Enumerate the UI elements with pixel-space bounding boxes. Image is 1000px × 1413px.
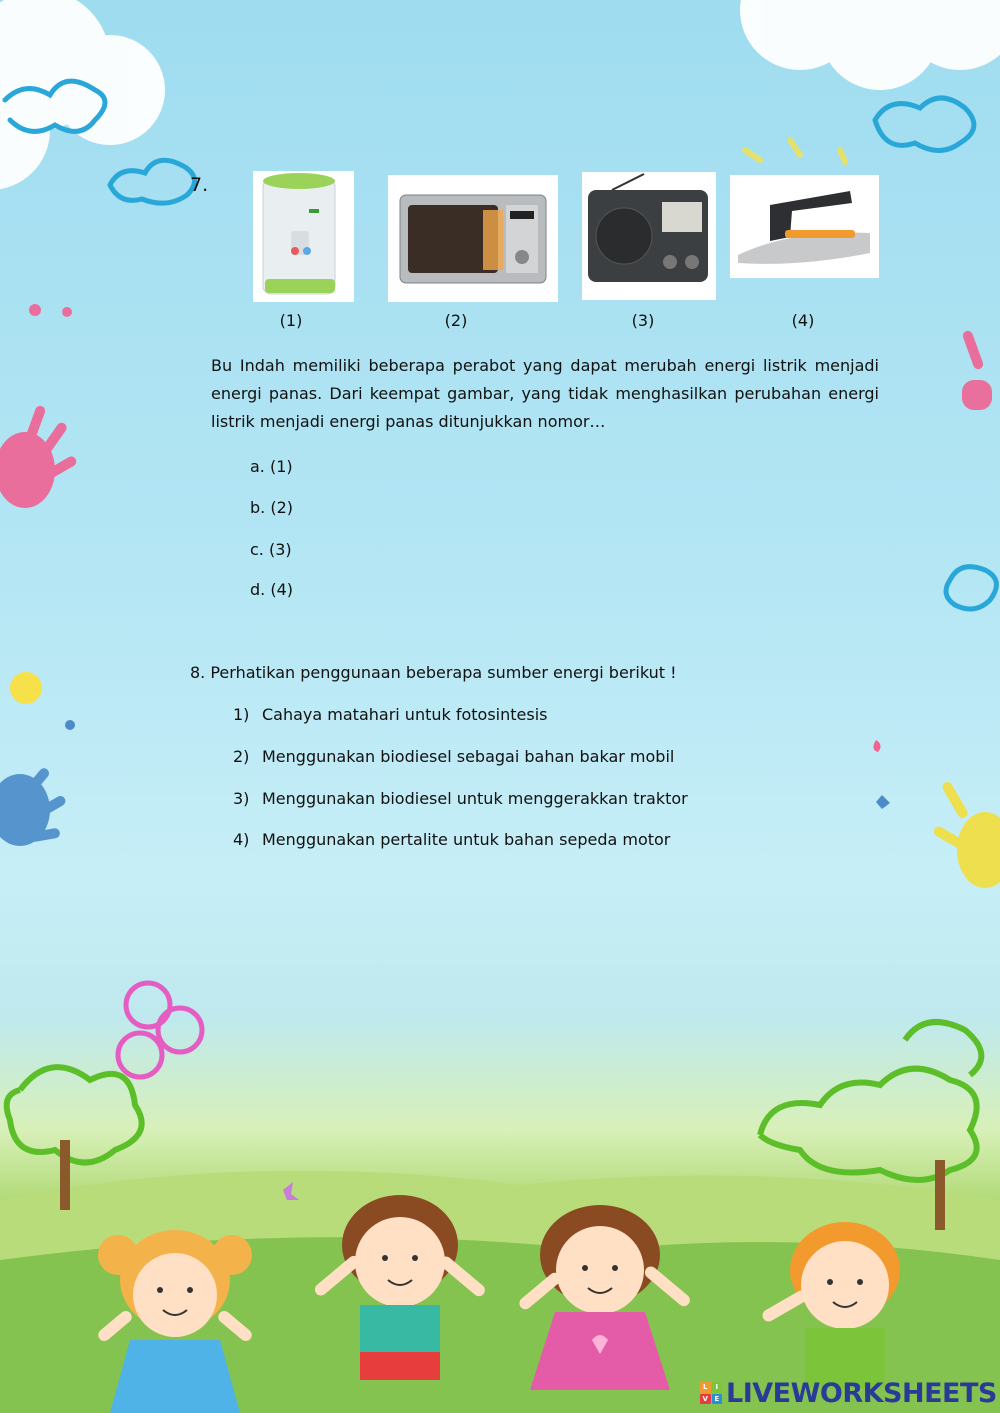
list-item-number: 3): [233, 789, 250, 808]
handprint-pink: [0, 304, 78, 508]
image-label-1: (1): [279, 311, 303, 330]
image-microwave: [388, 175, 558, 302]
liveworksheets-logo-icon: L I V E: [700, 1382, 722, 1404]
image-label-2: (2): [444, 311, 468, 330]
list-item-text: Cahaya matahari untuk fotosintesis: [262, 705, 548, 724]
handprint-blue: [0, 766, 67, 846]
handprint-yellow: [932, 780, 1000, 888]
cloud-outline-right: [875, 98, 974, 151]
cloud-white-left: [0, 0, 165, 190]
list-item-text: Menggunakan biodiesel sebagai bahan bakar mobil: [262, 747, 675, 766]
list-item: [233, 830, 670, 849]
sun-small: [10, 672, 42, 704]
child-girl-left: [96, 1230, 254, 1413]
option-c[interactable]: c. (3): [250, 540, 292, 559]
drop-blue: [876, 795, 890, 809]
cloud-white-right: [740, 0, 1000, 90]
list-item-number: 1): [233, 705, 250, 724]
question-7-text: Bu Indah memiliki beberapa perabot yang dapat merubah energi listrik menjadi energi panas. Dari keempat gambar, yang tidak menghasilkan perubahan energi listrik menjadi energi panas ditunjukkan nomor…: [211, 356, 879, 431]
list-item-number: 2): [233, 747, 250, 766]
microwave-oven-icon: [388, 175, 558, 302]
option-d[interactable]: d. (4): [250, 580, 293, 599]
image-label-3: (3): [631, 311, 655, 330]
option-b[interactable]: b. (2): [250, 498, 293, 517]
image-radio: [582, 172, 716, 300]
electric-iron-icon: [730, 175, 879, 278]
dot-blue: [65, 720, 75, 730]
image-water-dispenser: [253, 171, 354, 302]
flower-outline-pink: [118, 983, 202, 1077]
water-dispenser-icon: [253, 171, 354, 302]
list-item: [233, 747, 674, 766]
drop-pink: [873, 740, 880, 752]
list-item-number: 4): [233, 830, 250, 849]
handprint-pink-right: [961, 329, 992, 410]
question-7-number: 7.: [190, 174, 209, 196]
list-item-text: Menggunakan pertalite untuk bahan sepeda motor: [262, 830, 671, 849]
image-label-4: (4): [791, 311, 815, 330]
liveworksheets-brand[interactable]: [700, 1378, 997, 1408]
sun-rays: [745, 140, 845, 162]
cloud-outline-left-2: [110, 160, 195, 203]
cloud-outline-right-2: [946, 567, 996, 609]
list-item: [233, 705, 548, 724]
question-8-title: 8. Perhatikan penggunaan beberapa sumber energi berikut !: [190, 663, 677, 682]
image-iron: [730, 175, 879, 278]
list-item: [233, 789, 688, 808]
radio-icon: [582, 172, 716, 300]
list-item-text: Menggunakan biodiesel untuk menggerakkan traktor: [262, 789, 688, 808]
liveworksheets-name: LIVEWORKSHEETS: [726, 1377, 997, 1409]
option-a[interactable]: a. (1): [250, 457, 293, 476]
